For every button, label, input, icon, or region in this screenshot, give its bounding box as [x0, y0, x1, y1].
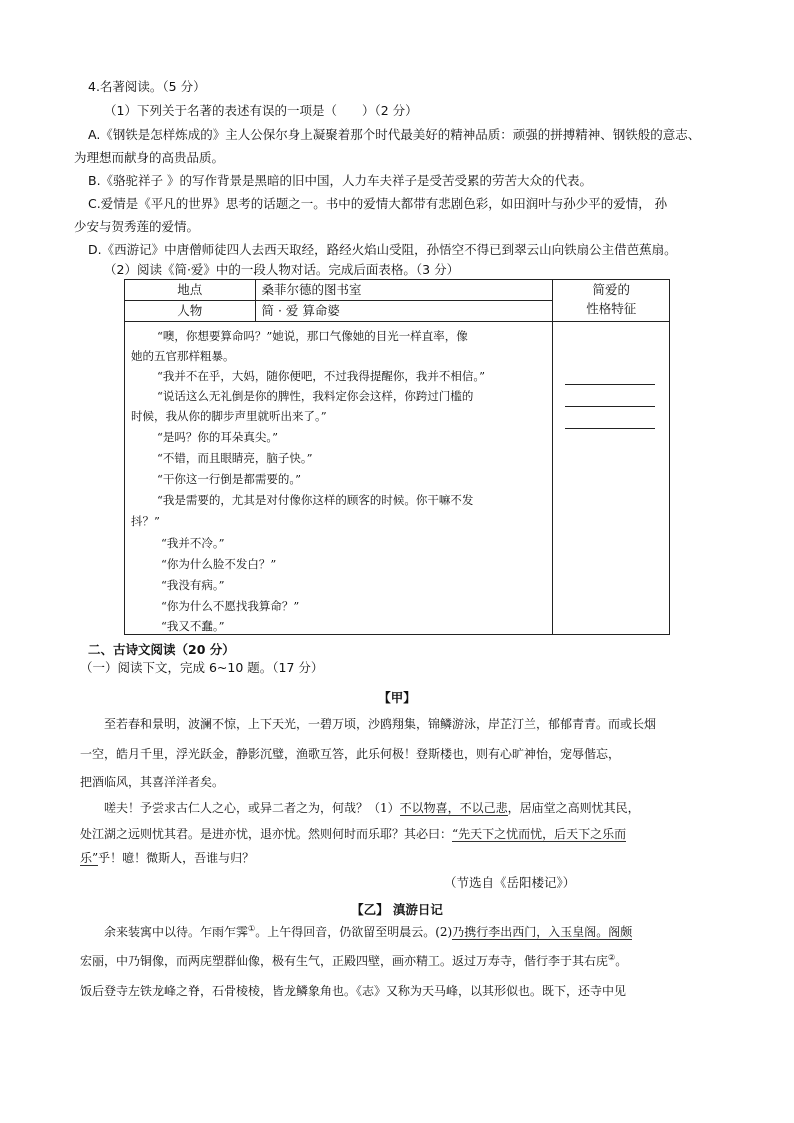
- note-2: ②: [608, 953, 616, 962]
- answer-blank[interactable]: [565, 384, 655, 385]
- dialogue-line: “我并不冷。”: [161, 536, 225, 550]
- dialogue-line: “我并不在乎，大妈，随你便吧，不过我得提醒你，我并不相信。”: [157, 369, 486, 383]
- jia-p2-text-a: 嗟夫！予尝求古仁人之心，或异二者之为，何哉？（1）: [104, 801, 400, 815]
- trait-header-line2: 性格特征: [586, 301, 637, 316]
- dialogue-line: “我没有病。”: [161, 578, 225, 592]
- place-label: 地点: [125, 280, 256, 301]
- jia-p2-line2: [80, 826, 626, 842]
- option-c-line2: 少安与贺秀莲的爱情。: [74, 219, 200, 234]
- dialogue-line: “我又不蠢。”: [161, 619, 225, 633]
- jia-p2-text-c: 处江湖之远则忧其君。是进亦忧，退亦忧。然则何时而乐耶？其必曰：: [80, 827, 453, 841]
- dialogue-cell: [125, 322, 553, 635]
- jia-source: （节选自《岳阳楼记》）: [444, 875, 576, 890]
- dialogue-line: “是吗？你的耳朵真尖。”: [157, 430, 279, 444]
- dialogue-line: 时候，我从你的脚步声里就听出来了。”: [131, 409, 327, 423]
- yi-line3: 饭后登寺左铁龙峰之脊，石骨棱棱，皆龙鳞象角也。《志》又称为天马峰，以其形似也。既下，还寺中见: [80, 984, 627, 998]
- yi-line2: [80, 950, 627, 969]
- dialogue-line: 她的五官那样粗暴。: [131, 349, 235, 363]
- jia-underlined-phrase-3: 乐”: [80, 851, 99, 865]
- yi-text-b: 。上午得回音，仍欲留至明晨云。(2): [255, 925, 453, 939]
- option-a-line2: 为理想而献身的高贵品质。: [74, 150, 225, 165]
- jia-p1-line1: 至若春和景明，波澜不惊，上下天光，一碧万顷，沙鸥翔集，锦鳞游泳，岸芷汀兰，郁郁青青。而或长烟: [104, 717, 657, 731]
- jia-p2-text-d: 乎！噫！微斯人，吾谁与归？: [98, 851, 255, 865]
- option-d: D.《西游记》中唐僧师徒四人去西天取经，路经火焰山受阻，孙悟空不得已到翠云山向铁扇公主借芭蕉扇。: [88, 242, 677, 257]
- trait-header: [553, 280, 670, 322]
- dialogue-line: “干你这一行倒是都需要的。”: [157, 472, 302, 486]
- trait-header-line1: 简爱的: [592, 282, 630, 297]
- answer-blank[interactable]: [565, 428, 655, 429]
- jia-p2-line3: [80, 850, 254, 866]
- people-label: 人物: [125, 301, 256, 322]
- option-c-line1: C.爱情是《平凡的世界》思考的话题之一。书中的爱情大都带有悲剧色彩，如田润叶与孙少平的爱情， 孙: [88, 196, 668, 211]
- section2-title: 二、古诗文阅读（20 分）: [88, 642, 235, 657]
- yi-heading: 【乙】 滇游日记: [351, 902, 443, 917]
- place-value: 桑菲尔德的图书室: [255, 280, 553, 301]
- dialogue-line: “噢，你想要算命吗？”她说，那口气像她的目光一样直率，像: [157, 329, 468, 343]
- jia-p1-line2: 一空，皓月千里，浮光跃金，静影沉璧，渔歌互答，此乐何极！登斯楼也，则有心旷神怡，宠辱偕忘，: [80, 747, 621, 761]
- yi-line1: [104, 921, 632, 940]
- option-b: B.《骆驼祥子 》的写作背景是黑暗的旧中国，人力车夫祥子是受苦受累的劳苦大众的代表。: [88, 173, 593, 188]
- jia-heading: 【甲】: [378, 690, 416, 705]
- dialogue-line: “不错，而且眼睛亮，脑子快。”: [157, 451, 313, 465]
- jia-underlined-phrase-2: “先天下之忧而忧，后天下之乐而: [452, 827, 627, 841]
- jia-p2-line1: [104, 800, 640, 816]
- answer-blank[interactable]: [565, 406, 655, 407]
- jia-p1-line3: 把酒临风，其喜洋洋者矣。: [80, 775, 225, 789]
- dialogue-line: “你为什么不愿找我算命？”: [161, 599, 300, 613]
- people-value: 简 · 爱 算命婆: [255, 301, 553, 322]
- answer-cell[interactable]: [553, 322, 670, 635]
- dialogue-line: 抖？”: [131, 514, 160, 528]
- section2-sub: （一）阅读下文，完成 6~10 题。（17 分）: [80, 660, 324, 675]
- option-a-line1: A.《钢铁是怎样炼成的》主人公保尔身上凝聚着那个时代最美好的精神品质：顽强的拼搏精神、钢铁般的意志、: [88, 127, 701, 142]
- yi-text-a: 余来装寓中以待。乍雨乍霁: [104, 925, 249, 939]
- note-1: ①: [248, 924, 256, 933]
- jia-underlined-phrase-1: 不以物喜，不以己悲: [399, 801, 508, 815]
- yi-text-c: 宏丽，中乃铜像，而两庑塑群仙像，极有生气，正殿四壁，画亦精工。返过万寿寺，偕行李于其右庑: [80, 954, 609, 968]
- jane-eyre-table: [124, 279, 670, 635]
- yi-underlined-phrase: 乃携行李出西门，入玉皇阁。阁颇: [452, 925, 633, 939]
- q4-sub1: （1）下列关于名著的表述有误的一项是（ ）（2 分）: [104, 103, 418, 118]
- dialogue-line: “我是需要的，尤其是对付像你这样的顾客的时候。你干嘛不发: [157, 493, 474, 507]
- yi-text-d: 。: [615, 954, 628, 968]
- dialogue-line: “说话这么无礼倒是你的脾性，我料定你会这样，你跨过门槛的: [157, 389, 474, 403]
- jia-p2-text-b: ，居庙堂之高则忧其民，: [507, 801, 640, 815]
- dialogue-line: “你为什么脸不发白？”: [161, 557, 277, 571]
- q4-sub2: （2）阅读《简·爱》中的一段人物对话。完成后面表格。（3 分）: [104, 262, 460, 277]
- q4-title: 4.名著阅读。（5 分）: [88, 79, 206, 94]
